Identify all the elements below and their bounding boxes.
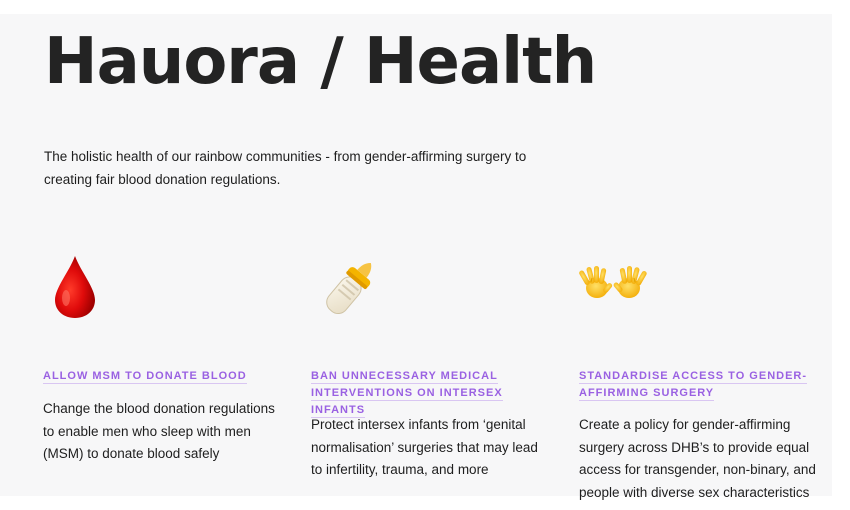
page-intro: The holistic health of our rainbow communities - from gender-affirming surgery to creating fair blood donation regulations. bbox=[44, 149, 527, 187]
page-title: Hauora / Health bbox=[44, 25, 597, 99]
card-body-blood-donation: Change the blood donation regulations to enable men who sleep with men (MSM) to donate blood safely bbox=[43, 401, 275, 461]
card-link-intersex-infants[interactable]: BAN UNNECESSARY MEDICAL INTERVENTIONS ON INTERSEX INFANTS bbox=[311, 370, 503, 416]
baby-bottle-icon bbox=[311, 248, 391, 328]
card-heading-intersex-infants[interactable] bbox=[311, 368, 547, 419]
card-link-gender-affirming-surgery[interactable]: STANDARDISE ACCESS TO GENDER-AFFIRMING SURGERY bbox=[579, 370, 808, 399]
content-panel bbox=[0, 14, 832, 500]
open-hands-icon bbox=[579, 248, 659, 328]
card-body-gender-affirming-surgery: Create a policy for gender-affirming surgery across DHB’s to provide equal access for transgender, non-binary, and people with diverse sex characteristics bbox=[579, 417, 816, 500]
card-body-intersex-infants: Protect intersex infants from ‘genital normalisation’ surgeries that may lead to infertility, trauma, and more bbox=[311, 417, 538, 477]
blood-drop-icon bbox=[43, 248, 123, 328]
card-heading-blood-donation[interactable] bbox=[43, 368, 247, 385]
card-heading-gender-affirming-surgery[interactable] bbox=[579, 368, 815, 402]
card-link-blood-donation[interactable]: ALLOW MSM TO DONATE BLOOD bbox=[43, 370, 247, 382]
